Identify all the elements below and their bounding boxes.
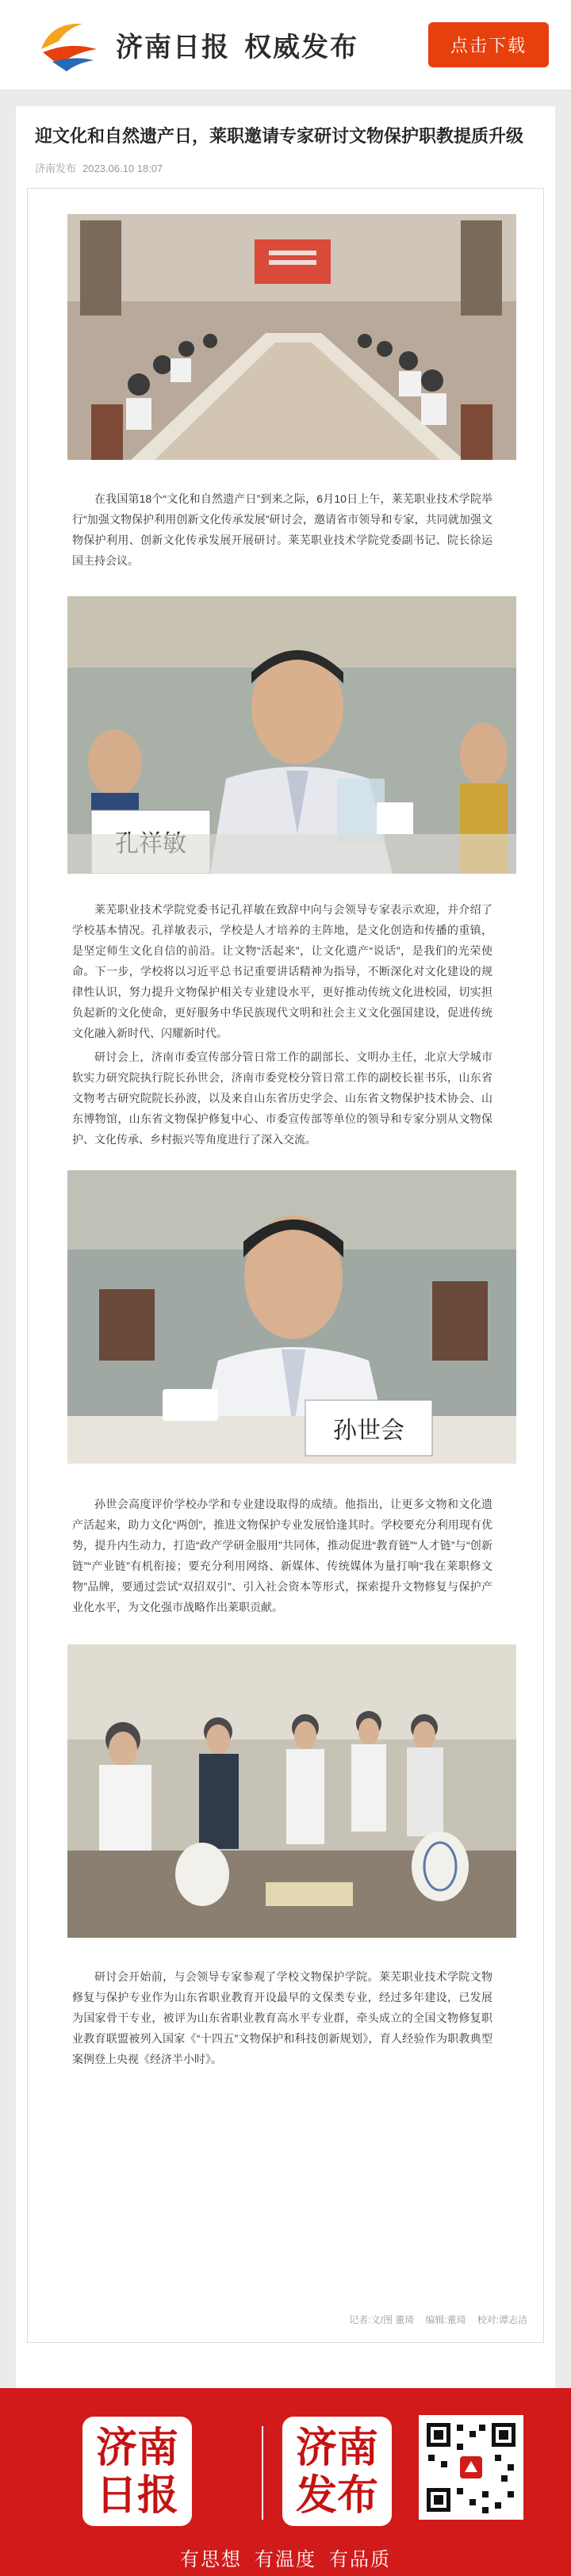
qr-code-icon[interactable] xyxy=(419,2415,523,2520)
speaker-sun-photo xyxy=(67,1170,516,1464)
tile-left-line-1: 济南 xyxy=(95,2424,178,2472)
tile-left-line-2: 日报 xyxy=(95,2471,178,2520)
article-datetime: 2023.06.10 18:07 xyxy=(82,163,163,174)
article-card xyxy=(16,106,555,2388)
top-banner xyxy=(0,0,571,90)
article-credits xyxy=(338,2313,527,2326)
paragraph-5: 研讨会开始前，与会领导专家参观了学校文物保护学院。莱芜职业技术学院文物修复与保护专业作为山东省职业教育开设最早的文保类专业，经过多年建设，已发展为国家骨干专业，被评为山东省职业教育高水平专业群，牵头成立的全国文物修复职业教育联盟被列入国家《“十四五”文物保护和科技创新规划》，育人经验作为职教典型案例登上央视《经济半小时》。 xyxy=(72,1970,492,2065)
jinan-release-tile xyxy=(282,2417,392,2526)
speaker-kong-photo xyxy=(67,596,516,874)
slogan-1: 有思想 xyxy=(180,2549,242,2570)
brand-name: 济南日报 xyxy=(116,32,230,63)
jinan-daily-tile xyxy=(82,2417,192,2526)
brand-title xyxy=(116,25,358,64)
slogan-3: 有品质 xyxy=(329,2549,391,2570)
article-body xyxy=(27,188,544,2343)
article-source: 济南发布 xyxy=(35,163,77,174)
footer-banner xyxy=(0,2388,571,2576)
workshop-visit-photo xyxy=(67,1644,516,1938)
meeting-room-photo xyxy=(67,214,516,460)
footer-slogans xyxy=(0,2543,571,2571)
article-meta xyxy=(27,160,544,175)
credit-editor: 编辑:董琦 xyxy=(425,2314,466,2325)
tile-right-line-2: 发布 xyxy=(295,2471,378,2520)
paragraph-4: 孙世会高度评价学校办学和专业建设取得的成绩。他指出，让更多文物和文化遗产活起来，助力文化“两创”，推进文物保护专业发展恰逢其时。学校要充分利用现有优势，提升内生动力，打造“政产学研金服用”共同体，推动促进“教育链”“人才链”与“创新链”“产业链”有机衔接；要充分利用网络、新媒体、传统媒体为量打响“我在莱职修文物”品牌，要通过尝试“双招双引”、引入社会资本等形式，探索提升文物修复与保护产业化水平，为文化强市战略作出莱职贡献。 xyxy=(72,1498,492,1613)
tile-right-line-1: 济南 xyxy=(295,2424,378,2472)
download-button[interactable]: 点击下载 xyxy=(428,22,549,67)
footer-divider xyxy=(262,2426,263,2520)
app-logo xyxy=(35,17,358,73)
brand-slogan: 权威发布 xyxy=(244,32,358,63)
paragraph-1: 在我国第18个“文化和自然遗产日”到来之际，6月10日上午，莱芜职业技术学院举行“加强文物保护利用创新文化传承发展”研讨会，邀请省市领导和专家，共同就加强文物保护利用、创新文化传承发展开展研讨。莱芜职业技术学院党委副书记、院长徐运国主持会议。 xyxy=(72,492,492,567)
credit-proofreader: 校对:谭志洁 xyxy=(477,2314,527,2325)
paragraph-2: 莱芜职业技术学院党委书记孔祥敏在致辞中向与会领导专家表示欢迎，并介绍了学校基本情况。孔祥敏表示，学校是人才培养的主阵地，是文化创造和传播的重镇，是坚定师生文化自信的前沿。让文物“活起来”，让文化遗产“说话”，是我们的光荣使命。下一步，学校将以习近平总书记重要讲话精神为指导，不断深化对文化建设的规律性认识，努力提升文物保护相关专业建设水平，更好推动传统文化进校园，切实担负起新的文化使命，更好服务中华民族现代文明和社会主义文化强国建设，促进传统文化融入新时代、闪耀新时代。 xyxy=(72,903,492,1039)
credit-reporter: 记者:文/图 董琦 xyxy=(349,2314,415,2325)
jinan-daily-logo-icon xyxy=(35,17,102,73)
paragraph-3: 研讨会上，济南市委宣传部分管日常工作的副部长、文明办主任，北京大学城市软实力研究院执行院长孙世会，济南市委党校分管日常工作的副校长崔书乐，山东省文物考古研究院院长孙波，以及来自山东省历史学会、山东省文物保护技术协会、山东博物馆，山东省文物保护修复中心、市委宣传部等单位的领导和专家分别从文物保护、文化传承、乡村振兴等角度进行了深入交流。 xyxy=(72,1051,492,1146)
article-title: 迎文化和自然遗产日，莱职邀请专家研讨文物保护职教提质升级 xyxy=(35,126,524,146)
slogan-2: 有温度 xyxy=(255,2549,316,2570)
svg-text:孙世会: 孙世会 xyxy=(333,1417,404,1445)
